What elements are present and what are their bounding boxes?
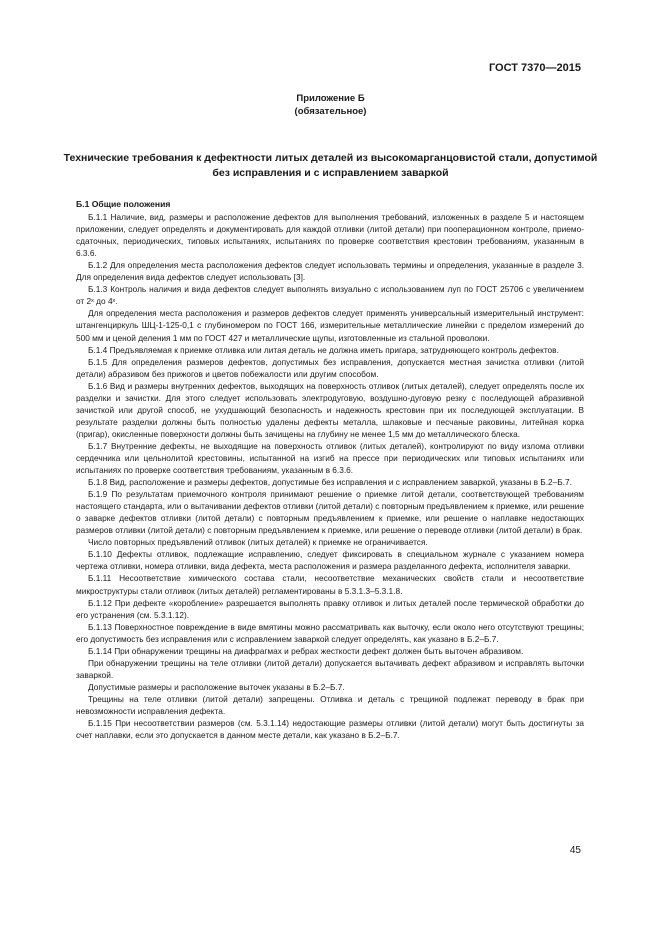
paragraph: Допустимые размеры и расположение выточек указаны в Б.2–Б.7. <box>88 681 345 692</box>
section-heading: Б.1 Общие положения <box>76 199 171 209</box>
paragraph: Б.1.2 Для определения места расположения дефектов следует использовать термины и определения, указанные в разделе 3. Для определения вида дефектов следует использовать [3]. <box>76 260 584 283</box>
paragraph: Б.1.3 Контроль наличия и вида дефектов следует выполнять визуально с использованием луп по ГОСТ 25706 с увеличением от 2ˣ до 4ˣ. <box>76 284 584 307</box>
paragraph: Б.1.14 При обнаружении трещины на диафрагмах и ребрах жесткости дефект должен быть выточен абразивом. <box>88 645 524 656</box>
paragraph: Б.1.7 Внутренние дефекты, не выходящие на поверхность отливок (литых деталей), контролируют по виду излома отливки сердечника или цельнолитой крестовины, испытанной на изгиб на прессе при периодических или типовых испытаниях или испытаниях по проверке соответствия требованиям, указанным в 6.3.6. <box>76 440 584 476</box>
paragraph: Б.1.10 Дефекты отливок, подлежащие исправлению, следует фиксировать в специальном журнале с указанием номера чертежа отливки, номера отливки, вида дефекта, места расположения и размера разделанного дефекта, исполнителя заварки. <box>76 549 584 572</box>
appendix-status: (обязательное) <box>294 106 367 117</box>
paragraph: Трещины на теле отливки (литой детали) запрещены. Отливка и деталь с трещиной подлежат переводу в брак при невозможности исправления дефекта. <box>76 693 584 716</box>
paragraph: Б.1.15 При несоответствии размеров (см. 5.3.1.14) недостающие размеры отливки (литой детали) могут быть достигнуты за счет наплавки, если это допускается в данном месте детали, как указано в Б.2–Б.7. <box>76 718 584 741</box>
document-body <box>76 198 584 741</box>
paragraph: Б.1.12 При дефекте «коробление» разрешается выполнять правку отливок и литых деталей после термической обработки до его устранения (см. 5.3.1.12). <box>76 597 584 620</box>
paragraph: Б.1.11 Несоответствие химического состава стали, несоответствие механических свойств стали и несоответствие микроструктуры стали отливок (литых деталей) регламентированы в 5.3.1.3–5.3.1.8. <box>76 573 584 596</box>
paragraph: Б.1.5 Для определения размеров дефектов, допустимых без исправления, допускается местная зачистка отливки (литой детали) абразивом без прижогов и цветов побежалости или другим способом. <box>76 356 584 379</box>
paragraph: Б.1.1 Наличие, вид, размеры и расположение дефектов для выполнения требований, изложенных в разделе 5 и настоящем приложении, следует определять и документировать для каждой отливки (литой детали) при пооперационном контроле, приемо-сдаточных, периодических, типовых испытаниях, испытаниях по проверке соответствия крестовин требованиям, указанным в 6.3.6. <box>76 212 584 259</box>
paragraph: Б.1.4 Предъявляемая к приемке отливка или литая деталь не должна иметь пригара, затрудняющего контроль дефектов. <box>88 344 559 355</box>
paragraph: Б.1.13 Поверхностное повреждение в виде вмятины можно рассматривать как выточку, если около него отсутствуют трещины; его допустимость без исправления или с исправлением заваркой следует определять, как указано в Б.2–Б.7. <box>76 621 584 644</box>
paragraph: Б.1.9 По результатам приемочного контроля принимают решение о приемке литой детали, соответствующей требованиям настоящего стандарта, или о вытачивании дефектов отливки (литой детали) с повторным предъявлением к приемке, или решение о заварке дефектов отливки (литой детали) с повторным предъявлением к приемке, или решение о наплавке недостающих размеров отливки (литой детали) с повторным предъявлением к приемке, или решение о переводе отливки (литой детали) в брак. <box>76 489 584 536</box>
document-title: Технические требования к дефектности литых деталей из высокомарганцовистой стали, допустимой без исправления и с исправлением заваркой <box>63 152 598 179</box>
appendix-title: Приложение Б <box>296 93 365 104</box>
paragraph: Для определения места расположения и размеров дефектов следует применять универсальный измерительный инструмент: штангенциркуль ШЦ-1-125-0,1 с глубиномером по ГОСТ 166, измерительные металлические линейки с пределом измерений до 500 мм и ценой деления 1 мм по ГОСТ 427 и металлические щупы, изготовленные из стальной проволоки. <box>76 308 584 343</box>
standard-header: ГОСТ 7370—2015 <box>488 62 581 74</box>
paragraph: При обнаружении трещины на теле отливки (литой детали) допускается вытачивать дефект абразивом и исправлять выточки заваркой. <box>76 657 584 680</box>
paragraph: Число повторных предъявлений отливок (литых деталей) к приемке не ограничивается. <box>88 537 428 548</box>
paragraph: Б.1.8 Вид, расположение и размеры дефектов, допустимые без исправления и с исправлением заваркой, указаны в Б.2–Б.7. <box>88 477 572 488</box>
page-number: 45 <box>569 845 581 856</box>
appendix-heading <box>0 92 661 118</box>
paragraph: Б.1.6 Вид и размеры внутренних дефектов, выходящих на поверхность отливок (литых деталей), следует определять после их разделки и зачистки. Для этого следует использовать электродуговую, воздушно-дуговую резку с последующей абразивной зачисткой или другой способ, не ухудшающий безопасность и надежность крестовин при их последующей эксплуатации. В результате разделки должны быть полностью удалены дефекты металла, шлаковые и песчаные раковины, литейная корка (пригар), окисленные поверхности должны быть зачищены на глубину не менее 1,5 мм до металлического блеска. <box>76 380 584 439</box>
